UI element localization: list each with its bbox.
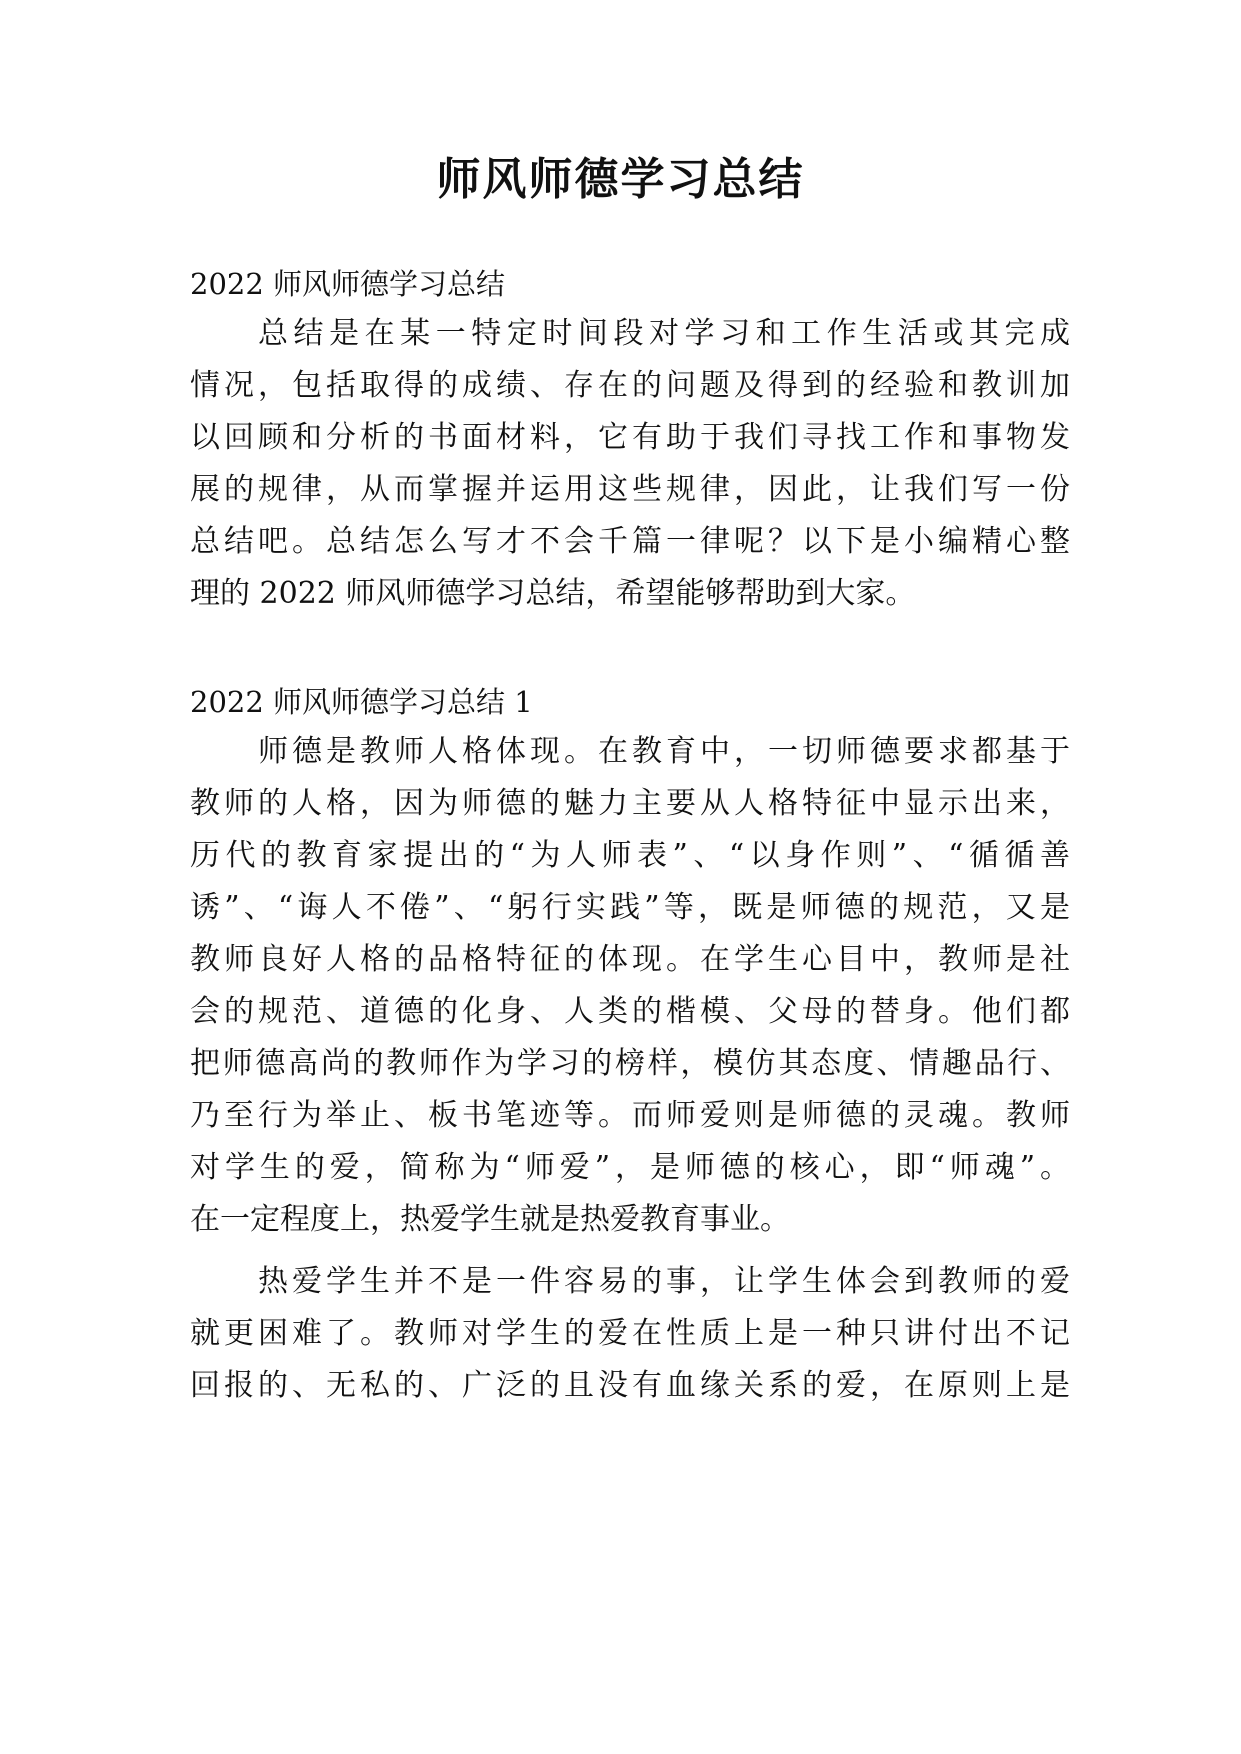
intro-line-2: 情况，包括取得的成绩、存在的问题及得到的经验和教训加: [190, 368, 1070, 403]
section-heading: 2022 师风师德学习总结: [190, 267, 506, 301]
paragraph-2-line-3: 回报的、无私的、广泛的且没有血缘关系的爱，在原则上是: [190, 1368, 1070, 1403]
paragraph-2-line-1: 热爱学生并不是一件容易的事，让学生体会到教师的爱: [258, 1264, 1070, 1299]
paragraph-1-line-6: 会的规范、道德的化身、人类的楷模、父母的替身。他们都: [190, 994, 1070, 1029]
intro-line-6: 理的 2022 师风师德学习总结，希望能够帮助到大家。: [190, 576, 916, 611]
paragraph-1-line-2: 教师的人格，因为师德的魅力主要从人格特征中显示出来，: [190, 786, 1070, 821]
intro-line-1: 总结是在某一特定时间段对学习和工作生活或其完成: [258, 316, 1070, 351]
paragraph-1-line-9: 对学生的爱，简称为“师爱”，是师德的核心，即“师魂”。: [190, 1150, 1070, 1185]
paragraph-1-line-1: 师德是教师人格体现。在教育中，一切师德要求都基于: [258, 734, 1070, 769]
intro-line-3: 以回顾和分析的书面材料，它有助于我们寻找工作和事物发: [190, 420, 1070, 455]
paragraph-1-line-3: 历代的教育家提出的“为人师表”、“以身作则”、“循循善: [190, 838, 1070, 873]
paragraph-1-line-10: 在一定程度上，热爱学生就是热爱教育事业。: [190, 1202, 790, 1237]
intro-line-5: 总结吧。总结怎么写才不会千篇一律呢？以下是小编精心整: [190, 524, 1070, 559]
paragraph-1-line-7: 把师德高尚的教师作为学习的榜样，模仿其态度、情趣品行、: [190, 1046, 1070, 1081]
intro-line-4: 展的规律，从而掌握并运用这些规律，因此，让我们写一份: [190, 472, 1070, 507]
paragraph-1-line-8: 乃至行为举止、板书笔迹等。而师爱则是师德的灵魂。教师: [190, 1098, 1070, 1133]
paragraph-1-line-5: 教师良好人格的品格特征的体现。在学生心目中，教师是社: [190, 942, 1070, 977]
section-heading: 2022 师风师德学习总结 1: [190, 685, 533, 719]
paragraph-2-line-2: 就更困难了。教师对学生的爱在性质上是一种只讲付出不记: [190, 1316, 1070, 1351]
document-title: 师风师德学习总结: [436, 154, 805, 205]
paragraph-1-line-4: 诱”、“诲人不倦”、“躬行实践”等，既是师德的规范，又是: [190, 890, 1070, 925]
